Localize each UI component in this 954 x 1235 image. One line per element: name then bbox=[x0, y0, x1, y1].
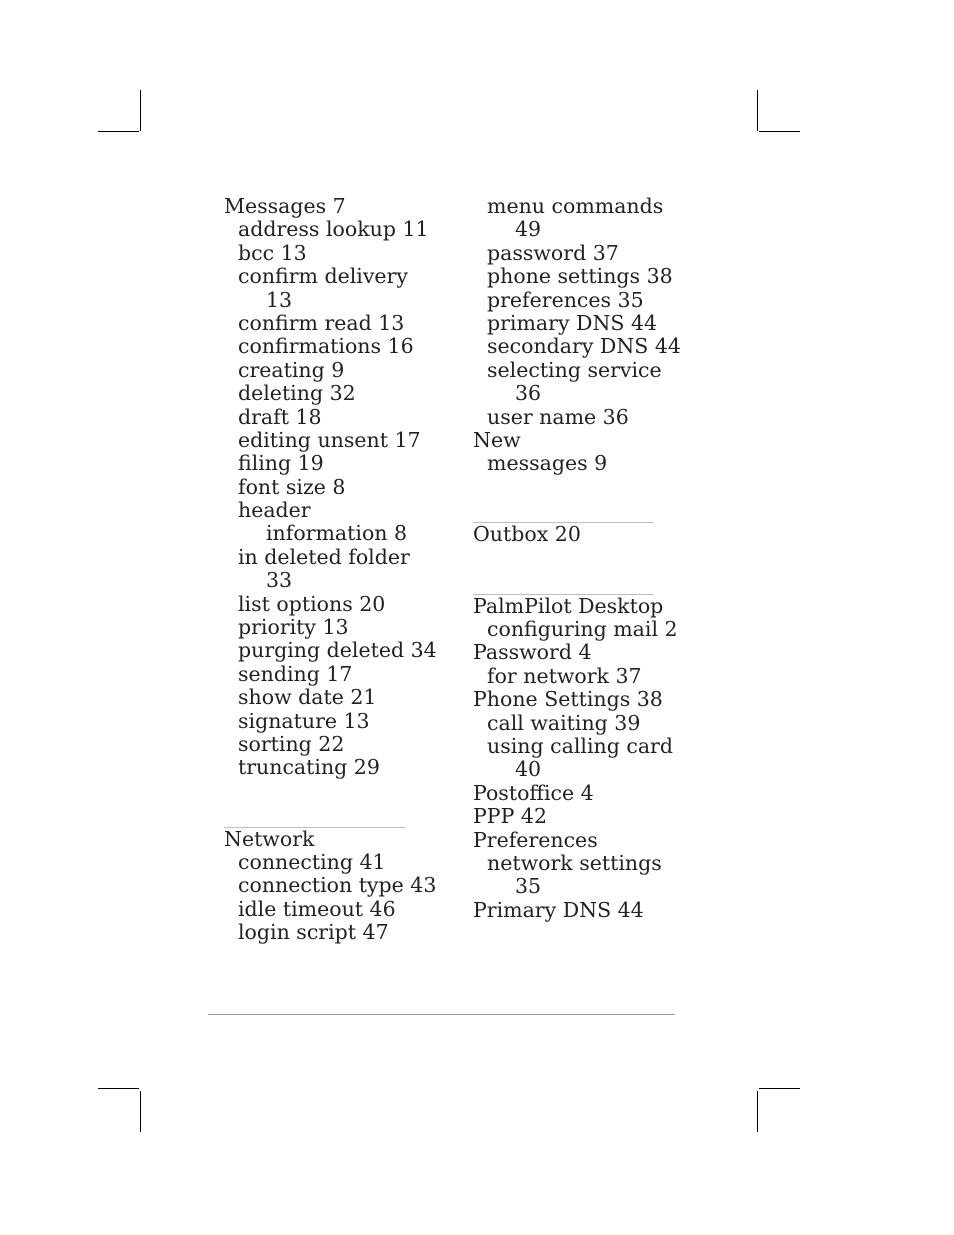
index-subentry: for network 37 bbox=[487, 663, 642, 688]
index-subentry: draft 18 bbox=[238, 404, 322, 429]
index-heading: Postoffice 4 bbox=[473, 780, 594, 805]
index-heading: PPP 42 bbox=[473, 804, 547, 829]
crop-mark-bottom-right-vertical bbox=[757, 1091, 758, 1132]
index-subentry: password 37 bbox=[487, 240, 619, 265]
index-subentry: confirmations 16 bbox=[238, 334, 414, 359]
index-continuation: 49 bbox=[515, 217, 542, 242]
index-subentry: confirm delivery bbox=[238, 264, 408, 289]
crop-mark-top-left-vertical bbox=[140, 90, 141, 131]
index-subentry: selecting service bbox=[487, 357, 662, 382]
spacer bbox=[224, 803, 434, 826]
index-subentry: secondary DNS 44 bbox=[487, 334, 681, 359]
index-continuation: 40 bbox=[515, 757, 542, 782]
spacer bbox=[473, 476, 683, 499]
index-heading: Preferences bbox=[473, 827, 598, 852]
index-continuation: 33 bbox=[266, 568, 293, 593]
index-continuation: information 8 bbox=[266, 521, 408, 546]
index-subentry: preferences 35 bbox=[487, 287, 644, 312]
index-heading: PalmPilot Desktop bbox=[473, 593, 664, 618]
index-continuation: 35 bbox=[515, 874, 542, 899]
crop-mark-bottom-right-horizontal bbox=[759, 1088, 800, 1089]
index-continuation: 36 bbox=[515, 381, 542, 406]
index-heading: New bbox=[473, 427, 521, 452]
index-subentry: configuring mail 2 bbox=[487, 617, 678, 642]
index-subentry: list options 20 bbox=[238, 591, 386, 616]
index-subentry: connection type 43 bbox=[238, 873, 437, 898]
index-subentry: call waiting 39 bbox=[487, 710, 641, 735]
index-subentry: login script 47 bbox=[238, 920, 389, 945]
crop-mark-top-right-vertical bbox=[757, 90, 758, 131]
crop-mark-top-right-horizontal bbox=[759, 131, 800, 132]
spacer bbox=[473, 570, 683, 593]
index-subentry: deleting 32 bbox=[238, 381, 356, 406]
index-heading: Messages 7 bbox=[224, 194, 346, 218]
index-subentry: phone settings 38 bbox=[487, 264, 673, 289]
spacer bbox=[473, 499, 683, 522]
crop-mark-top-left-horizontal bbox=[98, 131, 139, 132]
crop-mark-bottom-left-vertical bbox=[140, 1091, 141, 1132]
index-subentry: signature 13 bbox=[238, 708, 370, 733]
index-subentry: truncating 29 bbox=[238, 755, 380, 780]
index-subentry: editing unsent 17 bbox=[238, 427, 421, 452]
crop-mark-bottom-left-horizontal bbox=[98, 1088, 139, 1089]
spacer bbox=[224, 780, 434, 803]
index-column-right bbox=[473, 195, 683, 922]
index-subentry: user name 36 bbox=[487, 404, 629, 429]
index-subentry: idle timeout 46 bbox=[238, 896, 396, 921]
index-subentry: address lookup 11 bbox=[238, 217, 429, 242]
index-subentry: font size 8 bbox=[238, 474, 346, 499]
index-column-left bbox=[224, 194, 437, 945]
index-subentry: in deleted folder bbox=[238, 544, 410, 569]
index-subentry: messages 9 bbox=[487, 451, 608, 476]
index-subentry: network settings bbox=[487, 850, 662, 875]
index-subentry: show date 21 bbox=[238, 685, 377, 710]
index-heading: Phone Settings 38 bbox=[473, 687, 663, 712]
index-subentry: using calling card bbox=[487, 733, 673, 758]
index-heading: Outbox 20 bbox=[473, 522, 581, 547]
index-subentry: connecting 41 bbox=[238, 849, 386, 874]
index-subentry: confirm read 13 bbox=[238, 310, 405, 335]
index-subentry: primary DNS 44 bbox=[487, 310, 658, 335]
spacer bbox=[473, 547, 683, 570]
index-subentry: priority 13 bbox=[238, 615, 349, 640]
index-continuation: 13 bbox=[266, 287, 293, 312]
index-subentry: sorting 22 bbox=[238, 731, 345, 756]
index-subentry: header bbox=[238, 498, 311, 523]
index-subentry: purging deleted 34 bbox=[238, 638, 437, 663]
index-subentry: filing 19 bbox=[238, 451, 324, 476]
index-heading: Primary DNS 44 bbox=[473, 897, 644, 922]
index-subentry: sending 17 bbox=[238, 661, 353, 686]
index-heading: Password 4 bbox=[473, 640, 592, 665]
index-subentry: menu commands bbox=[487, 194, 664, 218]
index-subentry: bcc 13 bbox=[238, 240, 307, 265]
index-heading: Network bbox=[224, 826, 315, 851]
index-subentry: creating 9 bbox=[238, 357, 345, 382]
footer-rule bbox=[208, 1014, 675, 1015]
